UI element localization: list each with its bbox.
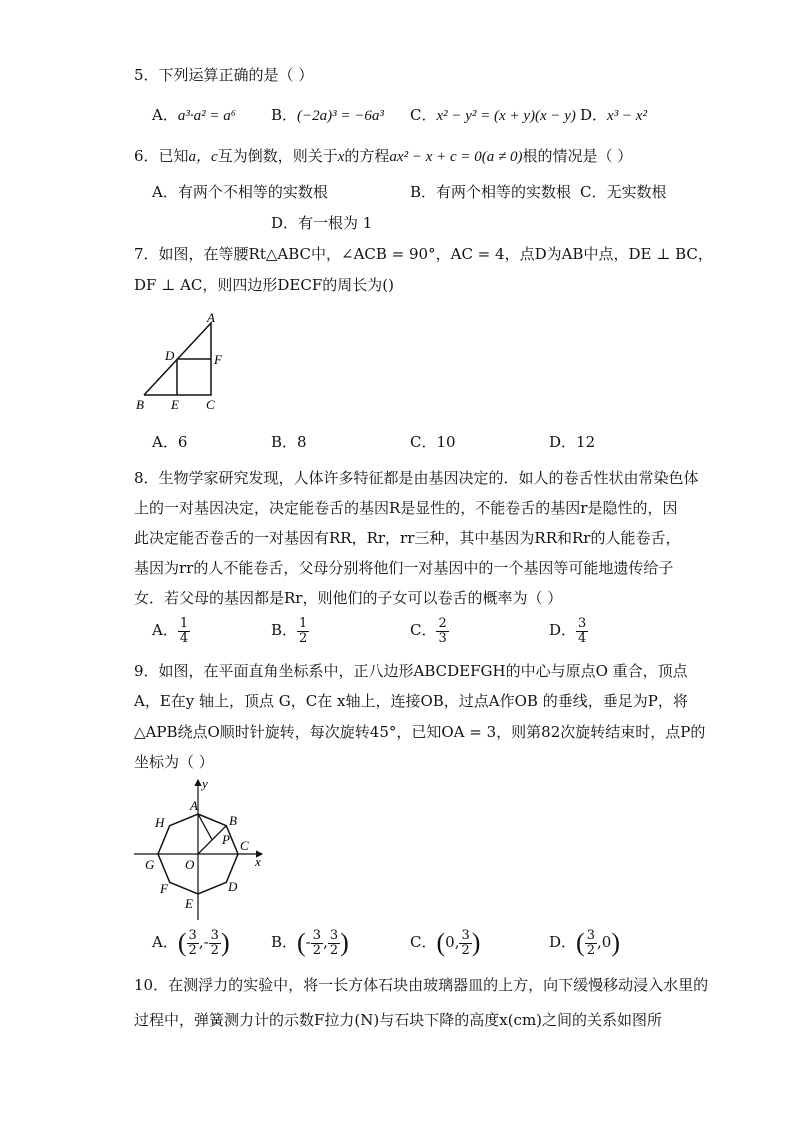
q9-label-c: C (240, 838, 249, 853)
q6-option-a (152, 181, 328, 202)
q7-option-b-text: 8 (297, 433, 307, 451)
q6-option-a-label: A． (152, 183, 178, 201)
q6-option-c (580, 181, 667, 202)
q9-option-b-y-num: 3 (329, 927, 339, 943)
q9-option-b-x-den: 2 (312, 942, 322, 958)
q9-option-a-y-num: 3 (210, 927, 219, 943)
q5-option-d-label: D． (580, 106, 608, 124)
q8-option-b-label: B． (271, 621, 298, 640)
q9-label-p: P (222, 832, 230, 847)
q5-option-a-label: A． (152, 106, 178, 124)
q9-option-a-x-num: 3 (188, 927, 197, 943)
q7-label-a: A (207, 310, 215, 325)
q9-option-b-x-num: 3 (312, 927, 322, 943)
q7-option-c-text: 10 (436, 433, 456, 451)
q5-option-b-label: B． (271, 106, 298, 124)
q9-line-2: A，E在y 轴上，顶点 G，C在 x轴上，连接OB，过点A作OB 的垂线，垂足为P，将 (134, 692, 688, 710)
q8-option-a-num: 1 (179, 616, 189, 631)
q9-label-a: A (190, 798, 198, 813)
q6-stem-x: x (337, 149, 345, 165)
q8-line-1: 8．生物学家研究发现，人体许多特征都是由基因决定的．如人的卷舌性状由常染色体 (134, 469, 699, 487)
q7-line-1: 7．如图，在等腰Rt△ABC中，∠ACB = 90°，AC = 4，点D为AB中点，DE ⊥ BC， (134, 245, 713, 263)
q7-option-c (410, 431, 456, 452)
q9-option-d-x-den: 2 (586, 942, 595, 958)
q8-line-2: 上的一对基因决定，决定能卷舌的基因R是显性的，不能卷舌的基因r是隐性的，因 (134, 499, 678, 517)
q8-option-d-num: 3 (578, 616, 587, 631)
q9-line-1: 9．如图，在平面直角坐标系中，正八边形ABCDEFGH的中心与原点O 重合，顶点 (134, 662, 688, 680)
q7-option-d-text: 12 (576, 433, 596, 451)
q9-option-a-x-frac (187, 929, 199, 957)
q5-option-a-math: a³·a² = a⁶ (177, 108, 236, 124)
q8-option-b-num: 1 (299, 616, 308, 631)
q9-option-b-y-frac (328, 929, 340, 957)
q9-label-h: H (155, 815, 165, 830)
q6-option-d (271, 212, 372, 233)
q9-option-d-x-num: 3 (586, 927, 595, 943)
q9-label-y: y (202, 776, 208, 791)
q9-option-a-y-den: 2 (210, 942, 219, 958)
q8-line-5: 女．若父母的基因都是Rr，则他们的子女可以卷舌的概率为（ ） (134, 589, 563, 607)
q5-option-a (152, 104, 236, 125)
q8-option-d-frac (576, 617, 588, 645)
q8-option-a-den: 4 (179, 630, 189, 646)
q9-label-f: F (160, 881, 168, 896)
q8-option-d (549, 617, 588, 645)
q7-option-d-label: D． (549, 433, 577, 451)
q7-label-e: E (171, 397, 179, 412)
q5-option-c (410, 104, 576, 125)
q10-line-1: 10．在测浮力的实验中，将一长方体石块由玻璃器皿的上方，向下缓慢移动浸入水里的 (134, 976, 709, 994)
q9-label-e: E (185, 896, 193, 911)
q9-option-a-y-frac (209, 929, 221, 957)
q9-option-d-label: D． (549, 933, 577, 951)
q5-option-b (271, 104, 384, 125)
q6-option-b (410, 181, 571, 202)
q7-option-a-label: A． (152, 433, 178, 451)
q7-figure (132, 306, 232, 416)
q6-option-c-label: C． (580, 183, 607, 201)
q8-line-3: 此决定能否卷舌的一对基因有RR，Rr，rr三种，其中基因为RR和Rr的人能卷舌， (134, 529, 681, 547)
q9-label-o: O (185, 857, 195, 872)
q7-option-a (152, 431, 187, 452)
q6-stem (134, 145, 632, 166)
q9-figure (128, 776, 268, 924)
q7-label-f: F (214, 352, 222, 367)
q6-option-d-label: D． (271, 214, 299, 232)
q9-option-a-x-den: 2 (188, 942, 197, 958)
q9-option-c-y-num: 3 (461, 927, 470, 943)
q8-option-d-label: D． (549, 621, 577, 640)
q9-line-4: 坐标为（ ） (134, 753, 214, 771)
q8-option-c-num: 2 (438, 616, 447, 631)
q5-option-d (580, 104, 647, 125)
q6-option-b-label: B． (410, 183, 437, 201)
q9-option-a-y-sign: - (203, 933, 209, 951)
q9-option-c-y-den: 2 (461, 942, 470, 958)
q9-option-d: D．( $\frac{3}{2}$ ,0) (549, 927, 620, 958)
q7-label-b: B (136, 397, 144, 412)
q8-option-b-frac (297, 617, 309, 645)
q9-segment-ap (198, 814, 212, 840)
q10-line-2: 过程中，弹簧测力计的示数F拉力(N)与石块下降的高度x(cm)之间的关系如图所 (134, 1011, 663, 1029)
q9-label-d: D (228, 879, 238, 894)
q8-option-a-frac (178, 617, 190, 645)
q6-option-c-text: 无实数根 (606, 183, 667, 201)
q9-line-3: △APB绕点O顺时针旋转，每次旋转45°，已知OA = 3，则第82次旋转结束时，点P的 (134, 723, 706, 741)
q6-stem-pre: 6．已知 (134, 147, 189, 165)
q8-option-d-den: 4 (578, 630, 587, 646)
q8-option-b-den: 2 (299, 630, 308, 646)
q5-option-c-label: C． (410, 106, 437, 124)
q5-stem: 5．下列运算正确的是（ ） (134, 66, 314, 84)
q9-option-c-y-frac (459, 929, 471, 957)
q5-option-b-math: (−2a)³ = −6a³ (297, 108, 384, 124)
q7-option-d (549, 431, 595, 452)
q8-option-c (410, 617, 449, 645)
q6-stem-eq: ax² − x + c = 0(a ≠ 0) (389, 149, 523, 165)
q9-option-b-y-den: 2 (329, 942, 339, 958)
q7-option-b-label: B． (271, 433, 298, 451)
q8-option-c-frac (436, 617, 448, 645)
q6-option-a-text: 有两个不相等的实数根 (177, 183, 328, 201)
q9-option-b-label: B． (271, 933, 298, 951)
q9-option-c-x-val: 0 (445, 933, 455, 951)
q8-option-c-den: 3 (438, 630, 447, 646)
q9-option-c-label: C． (410, 933, 437, 951)
q9-label-b: B (229, 813, 237, 828)
q7-option-a-text: 6 (177, 433, 188, 451)
q8-option-a (152, 617, 190, 645)
q8-option-c-label: C． (410, 621, 437, 640)
q5-option-c-math: x² − y² = (x + y)(x − y) (436, 108, 576, 124)
q9-option-a-label: A． (152, 933, 178, 951)
q7-option-c-label: C． (410, 433, 437, 451)
q6-stem-vars: a，c (188, 149, 218, 165)
q9-option-c: C．(0, $\frac{3}{2}$ ) (410, 927, 481, 958)
q9-option-d-y-val: 0 (601, 933, 612, 951)
q5-option-d-math: x³ − x² (607, 108, 647, 124)
q9-option-b-x-sign: - (305, 933, 311, 951)
q9-option-d-x-frac (585, 929, 597, 957)
q6-option-b-text: 有两个相等的实数根 (436, 183, 572, 201)
q6-option-d-text: 有一根为 1 (298, 214, 373, 232)
q8-option-a-label: A． (152, 621, 178, 640)
q6-stem-mid: 互为倒数，则关于 (217, 147, 338, 165)
q9-option-a: A．( $\frac{3}{2}$ ,- $\frac{3}{2}$ ) (152, 927, 230, 958)
q7-line-2: DF ⊥ AC，则四边形DECF的周长为() (134, 276, 394, 294)
q7-label-c: C (206, 397, 215, 412)
q7-label-d: D (165, 348, 175, 363)
q9-option-b-x-frac (311, 929, 323, 957)
q8-line-4: 基因为rr的人不能卷舌，父母分别将他们一对基因中的一个基因等可能地遗传给子 (134, 559, 674, 577)
q9-label-x: x (255, 854, 261, 869)
q9-option-b: B．(- $\frac{3}{2}$ , $\frac{3}{2}$ ) (271, 927, 349, 958)
q6-stem-post: 根的情况是（ ） (522, 147, 633, 165)
q6-stem-mid2: 的方程 (344, 147, 390, 165)
q8-option-b (271, 617, 309, 645)
q7-option-b (271, 431, 307, 452)
q9-label-g: G (145, 857, 155, 872)
